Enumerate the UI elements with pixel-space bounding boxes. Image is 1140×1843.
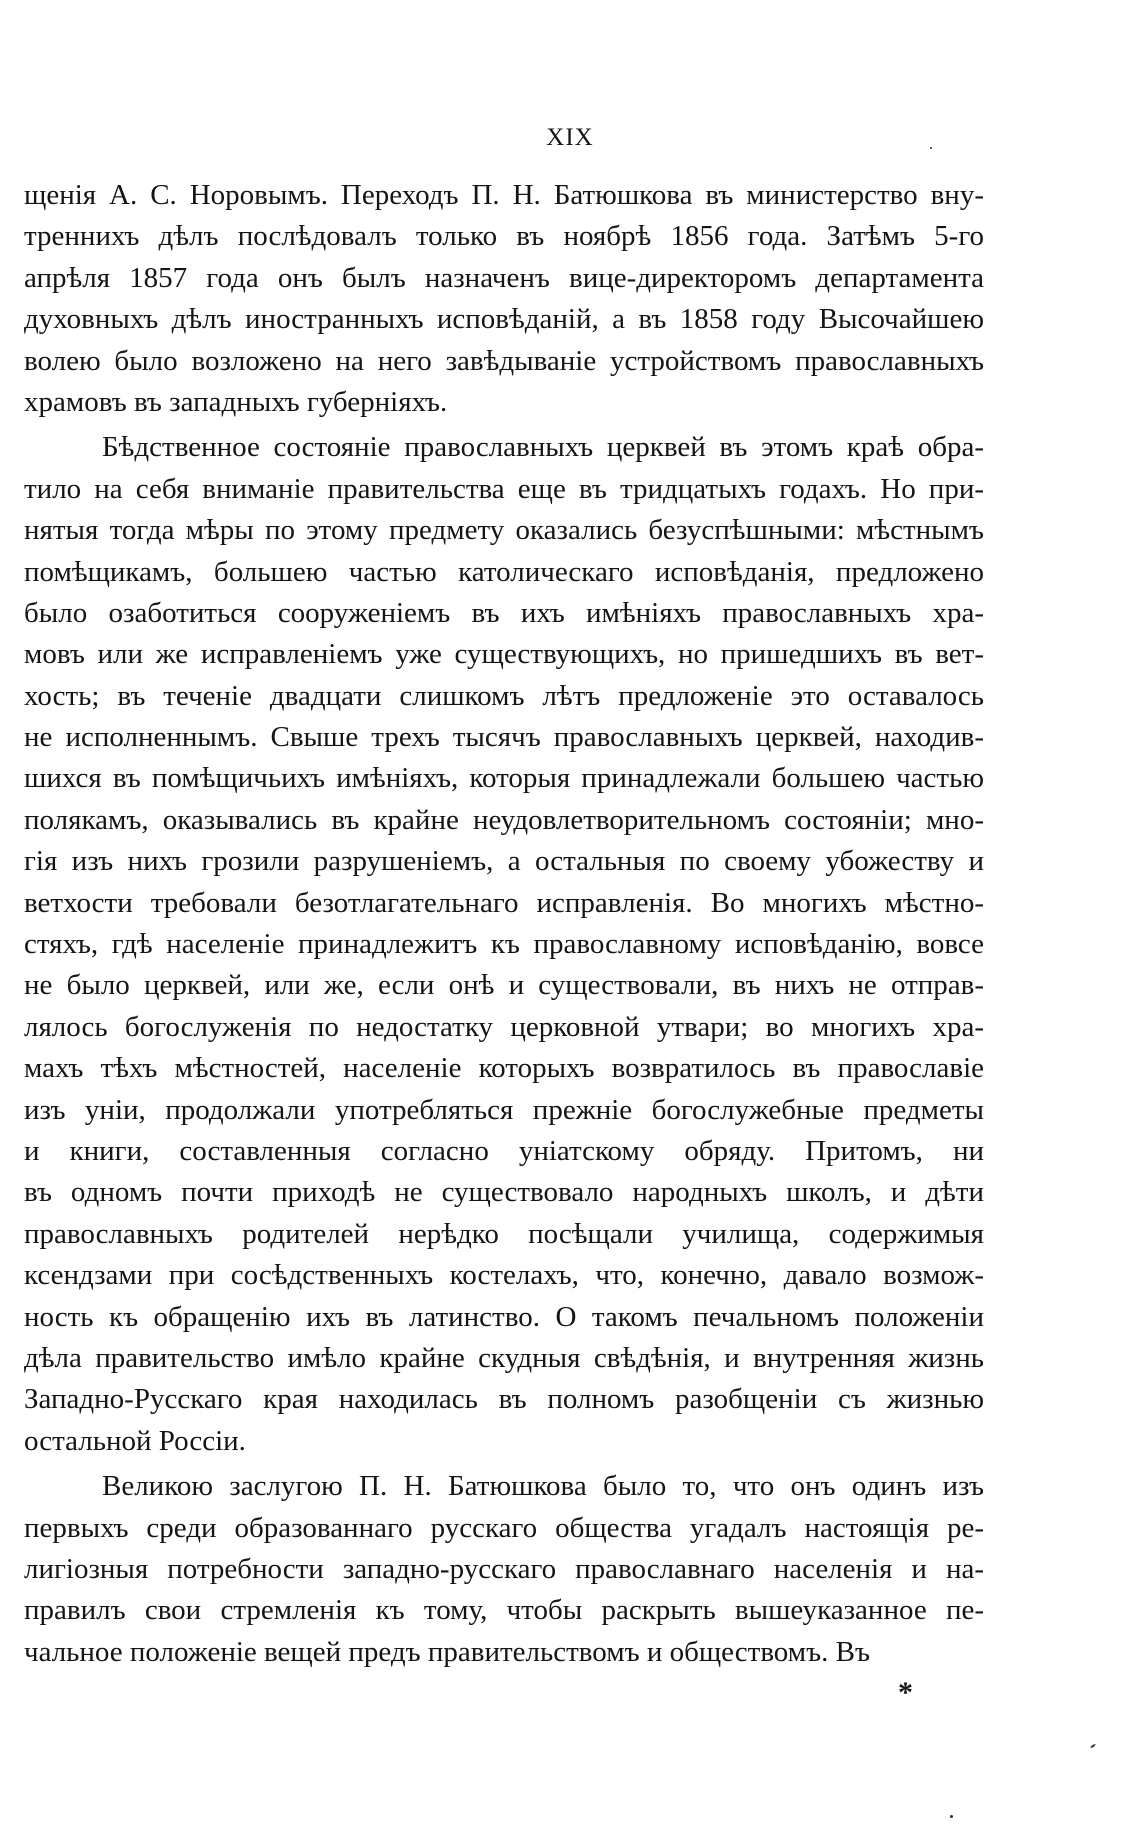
text-line: апрѣля 1857 года онъ былъ назначенъ вице-директоромъ департамента: [24, 261, 984, 294]
text-line: храмовъ въ западныхъ губерніяхъ.: [24, 385, 448, 418]
text-line: въ одномъ почти приходѣ не существовало народныхъ школъ, и дѣти: [24, 1176, 984, 1209]
text-line: первыхъ среди образованнаго русскаго общества угадалъ настоящія ре-: [24, 1511, 984, 1544]
page-number: XIX: [546, 124, 594, 151]
paragraph: [24, 1466, 984, 1673]
text-line: остальной Россіи.: [24, 1424, 246, 1457]
text-line: правилъ свои стремленія къ тому, чтобы раскрыть вышеуказанное пе-: [24, 1594, 984, 1627]
text-line: лигіозныя потребности западно-русскаго православнаго населенія и на-: [24, 1552, 984, 1585]
text-line: лялось богослуженія по недостатку церковной утвари; во многихъ хра-: [24, 1010, 984, 1043]
text-line: изъ уніи, продолжали употребляться прежніе богослужебные предметы: [24, 1093, 984, 1126]
text-line: нятыя тогда мѣры по этому предмету оказались безуспѣшными: мѣстнымъ: [24, 514, 984, 547]
paragraph: [24, 427, 984, 1462]
text-line: мовъ или же исправленіемъ уже существующихъ, но пришедшихъ въ вет-: [24, 638, 984, 671]
text-line: Бѣдственное состояніе православныхъ церквей въ этомъ краѣ обра-: [102, 431, 984, 464]
text-line: щенія А. С. Норовымъ. Переходъ П. Н. Батюшкова въ министерство вну-: [24, 179, 984, 211]
text-line: треннихъ дѣлъ послѣдовалъ только въ ноябрѣ 1856 года. Затѣмъ 5-го: [24, 220, 984, 253]
text-line: махъ тѣхъ мѣстностей, населеніе которыхъ возвратилось въ православіе: [24, 1052, 984, 1085]
scan-speck: [930, 147, 932, 149]
text-line: ветхости требовали безотлагательнаго исправленія. Во многихъ мѣстно-: [24, 886, 984, 919]
text-line: ность къ обращенію ихъ въ латинство. О такомъ печальномъ положеніи: [24, 1300, 984, 1333]
text-line: тило на себя вниманіе правительства еще въ тридцатыхъ годахъ. Но при-: [24, 472, 984, 505]
signature-mark: *: [898, 1676, 913, 1709]
text-line: стяхъ, гдѣ населеніе принадлежитъ къ православному исповѣданію, вовсе: [24, 928, 984, 961]
text-line: не исполненнымъ. Свыше трехъ тысячъ православныхъ церквей, находив-: [24, 721, 984, 754]
scan-speck: [950, 1815, 953, 1818]
text-line: гія изъ нихъ грозили разрушеніемъ, а остальныя по своему убожеству и: [24, 845, 984, 878]
text-line: Великою заслугою П. Н. Батюшкова было то, что онъ одинъ изъ: [102, 1470, 984, 1503]
scan-speck: [1090, 1743, 1096, 1748]
text-line: ксендзами при сосѣдственныхъ костелахъ, что, конечно, давало возмож-: [24, 1259, 984, 1292]
text-line: помѣщикамъ, большею частью католическаго исповѣданія, предложено: [24, 555, 984, 588]
text-line: православныхъ родителей нерѣдко посѣщали училища, содержимыя: [24, 1217, 984, 1250]
paragraph: [24, 175, 984, 423]
text-line: духовныхъ дѣлъ иностранныхъ исповѣданій, а въ 1858 году Высочайшею: [24, 303, 984, 336]
text-line: и книги, составленныя согласно уніатскому обряду. Притомъ, ни: [24, 1134, 984, 1167]
text-line: шихся въ помѣщичьихъ имѣніяхъ, которыя принадлежали большею частью: [24, 762, 984, 795]
body-text: [24, 175, 984, 1673]
text-line: не было церквей, или же, если онѣ и существовали, въ нихъ не отправ-: [24, 969, 984, 1002]
text-line: хость; въ теченіе двадцати слишкомъ лѣтъ предложеніе это оставалось: [24, 679, 984, 712]
text-line: Западно-Русскаго края находилась въ полномъ разобщеніи съ жизнью: [24, 1383, 984, 1416]
text-line: волею было возложено на него завѣдываніе устройствомъ православныхъ: [24, 344, 984, 377]
text-line: полякамъ, оказывались въ крайне неудовлетворительномъ состояніи; мно-: [24, 803, 984, 836]
text-line: было озаботиться сооруженіемъ въ ихъ имѣніяхъ православныхъ хра-: [24, 596, 984, 629]
text-line: дѣла правительство имѣло крайне скудныя свѣдѣнія, и внутренняя жизнь: [24, 1341, 984, 1374]
text-line: чальное положеніе вещей предъ правительствомъ и обществомъ. Въ: [24, 1635, 870, 1668]
